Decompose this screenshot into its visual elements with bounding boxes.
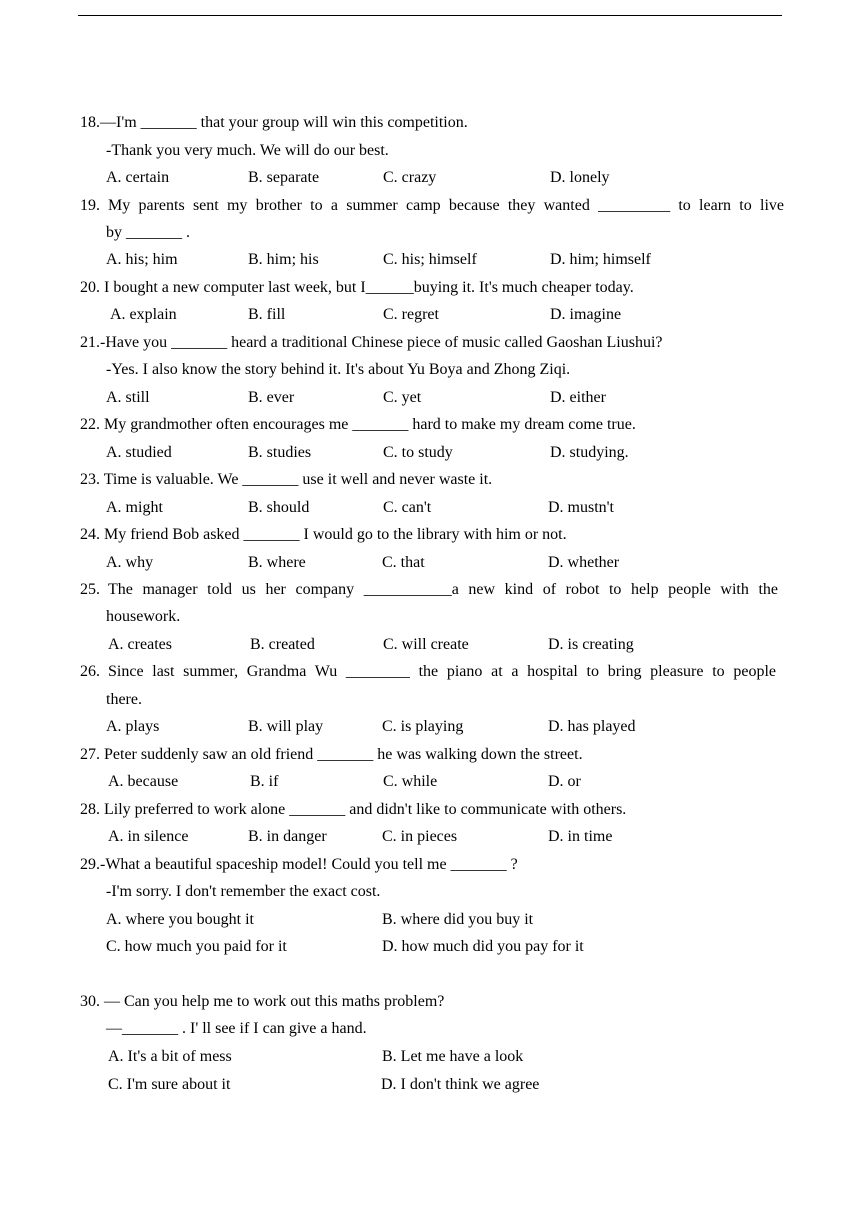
option-d: D. him; himself bbox=[550, 251, 651, 268]
question-26-number: 26. bbox=[80, 663, 100, 680]
question-25-number: 25. bbox=[80, 581, 100, 598]
option-b: B. fill bbox=[248, 306, 286, 323]
option-b: B. where did you buy it bbox=[382, 911, 534, 928]
option-b: B. if bbox=[250, 773, 279, 790]
question-21-stem: 21.-Have you _______ heard a traditional Chinese piece of music called Gaoshan Liushui? bbox=[80, 334, 663, 351]
option-c: C. regret bbox=[383, 306, 439, 323]
option-b: B. created bbox=[250, 636, 315, 653]
option-b: B. in danger bbox=[248, 828, 327, 845]
option-a: A. certain bbox=[106, 169, 170, 186]
question-18-stem: 18.—I'm _______ that your group will win this competition. bbox=[80, 114, 468, 131]
question-30-reply: —_______ . I' ll see if I can give a hand. bbox=[106, 1020, 367, 1037]
option-d: D. whether bbox=[548, 554, 620, 571]
question-25-stem-cont: housework. bbox=[106, 608, 181, 625]
option-b: B. separate bbox=[248, 169, 320, 186]
option-d: D. has played bbox=[548, 718, 636, 735]
option-c: C. crazy bbox=[383, 169, 437, 186]
option-d: D. studying. bbox=[550, 444, 629, 461]
option-a: A. why bbox=[106, 554, 154, 571]
question-18-reply: -Thank you very much. We will do our best. bbox=[106, 142, 389, 159]
option-a: A. in silence bbox=[108, 828, 189, 845]
option-d: D. lonely bbox=[550, 169, 610, 186]
option-d: D. or bbox=[548, 773, 581, 790]
question-23-stem: 23. Time is valuable. We _______ use it well and never waste it. bbox=[80, 471, 493, 488]
option-b: B. where bbox=[248, 554, 306, 571]
option-c: C. in pieces bbox=[382, 828, 458, 845]
option-a: A. explain bbox=[110, 306, 177, 323]
question-19-number: 19. bbox=[80, 197, 100, 214]
question-30-stem: 30. — Can you help me to work out this maths problem? bbox=[80, 993, 445, 1010]
option-c: C. can't bbox=[383, 499, 432, 516]
option-a: A. creates bbox=[108, 636, 172, 653]
question-27-stem: 27. Peter suddenly saw an old friend _______ he was walking down the street. bbox=[80, 746, 583, 763]
question-26-stem-cont: there. bbox=[106, 691, 142, 708]
option-c: C. yet bbox=[383, 389, 422, 406]
option-c: C. is playing bbox=[382, 718, 464, 735]
option-c: C. while bbox=[383, 773, 438, 790]
option-d: D. imagine bbox=[550, 306, 622, 323]
option-d: D. in time bbox=[548, 828, 613, 845]
option-a: A. might bbox=[106, 499, 163, 516]
question-29-stem: 29.-What a beautiful spaceship model! Could you tell me _______ ? bbox=[80, 856, 518, 873]
option-a: A. his; him bbox=[106, 251, 178, 268]
option-c: C. to study bbox=[383, 444, 453, 461]
option-c: C. I'm sure about it bbox=[108, 1076, 231, 1093]
question-19-stem: My parents sent my brother to a summer camp because they wanted _________ to learn to live bbox=[108, 197, 784, 214]
option-c: C. his; himself bbox=[383, 251, 477, 268]
option-d: D. mustn't bbox=[548, 499, 614, 516]
question-20-stem: 20. I bought a new computer last week, but I______buying it. It's much cheaper today. bbox=[80, 279, 634, 296]
option-d: D. is creating bbox=[548, 636, 634, 653]
question-26-stem: Since last summer, Grandma Wu ________ the piano at a hospital to bring pleasure to people bbox=[108, 663, 776, 680]
option-b: B. studies bbox=[248, 444, 312, 461]
option-c: C. that bbox=[382, 554, 425, 571]
option-b: B. ever bbox=[248, 389, 295, 406]
question-21-reply: -Yes. I also know the story behind it. It's about Yu Boya and Zhong Ziqi. bbox=[106, 361, 571, 378]
option-d: D. either bbox=[550, 389, 606, 406]
question-28-stem: 28. Lily preferred to work alone _______ and didn't like to communicate with others. bbox=[80, 801, 627, 818]
option-d: D. I don't think we agree bbox=[381, 1076, 540, 1093]
option-c: C. how much you paid for it bbox=[106, 938, 287, 955]
option-b: B. Let me have a look bbox=[382, 1048, 524, 1065]
option-d: D. how much did you pay for it bbox=[382, 938, 584, 955]
question-19-stem-cont: by _______ . bbox=[106, 224, 190, 241]
option-b: B. will play bbox=[248, 718, 324, 735]
option-a: A. studied bbox=[106, 444, 172, 461]
option-a: A. still bbox=[106, 389, 150, 406]
question-25-stem: The manager told us her company ___________a new kind of robot to help people with the bbox=[108, 581, 778, 598]
option-a: A. where you bought it bbox=[106, 911, 254, 928]
option-a: A. It's a bit of mess bbox=[108, 1048, 232, 1065]
option-a: A. because bbox=[108, 773, 179, 790]
question-22-stem: 22. My grandmother often encourages me _______ hard to make my dream come true. bbox=[80, 416, 636, 433]
option-b: B. should bbox=[248, 499, 310, 516]
question-29-reply: -I'm sorry. I don't remember the exact cost. bbox=[106, 883, 381, 900]
header-rule bbox=[78, 15, 782, 16]
option-c: C. will create bbox=[383, 636, 469, 653]
question-24-stem: 24. My friend Bob asked _______ I would go to the library with him or not. bbox=[80, 526, 567, 543]
option-a: A. plays bbox=[106, 718, 160, 735]
option-b: B. him; his bbox=[248, 251, 319, 268]
